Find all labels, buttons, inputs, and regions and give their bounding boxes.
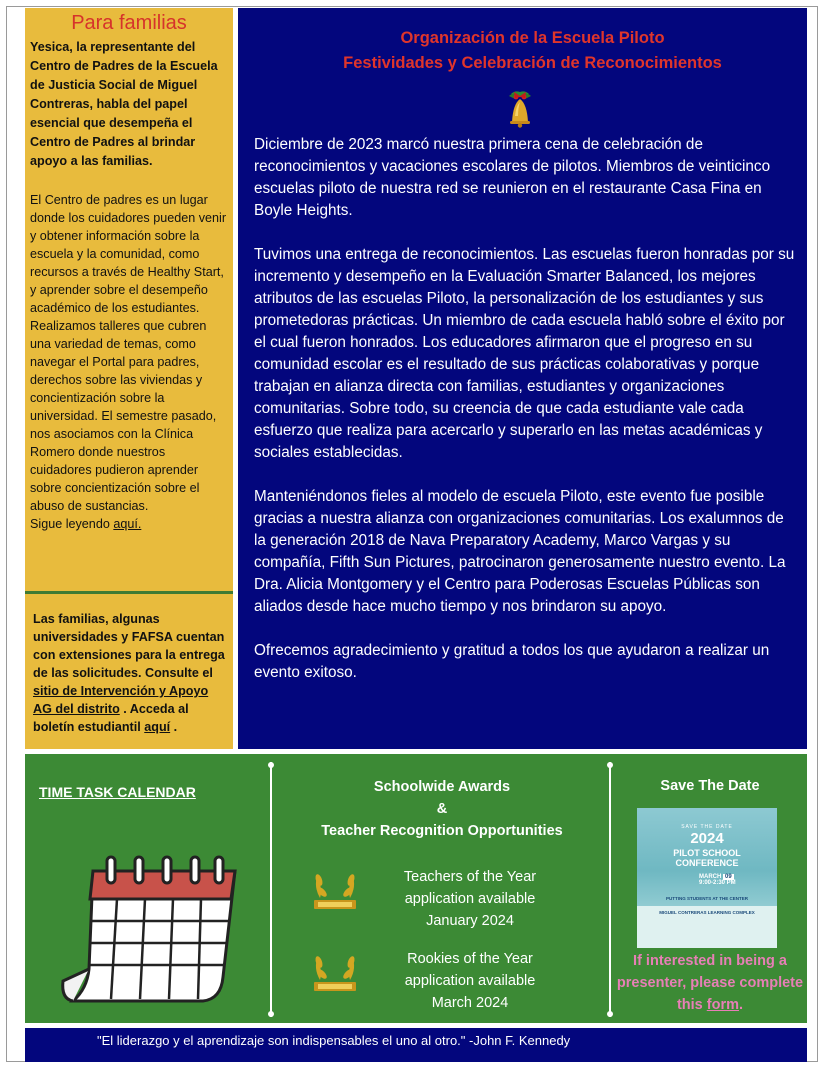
article-heading: [256, 26, 789, 76]
sidebar-body-text: El Centro de padres es un lugar donde los cuidadores pueden venir y obtener información sobre la escuela y la comunidad, como recursos a través de Healthy Start, y aprender sobre el desempeño académico de los estudiantes. Realizamos talleres que cubren una variedad de temas, como navegar el Portal para padres, derechos sobre las viviendas y concientización sobre la universidad. El semestre pasado, nos asociamos con la Clínica Romero donde nuestros cuidadores pudieron aprender sobre concientización sobre el abuso de sustancias.: [30, 193, 227, 513]
save-the-date-title: Save The Date: [660, 778, 760, 794]
christmas-bell-icon: [503, 86, 537, 128]
award-line-2: application available: [404, 973, 536, 989]
award-line-3: March 2024: [431, 995, 509, 1011]
article-paragraph-3: Manteniéndonos fieles al modelo de escuela Piloto, este evento fue posible gracias a nuestra alianza con organizaciones comunitarias. Los exalumnos de la generación 2018 de Nava Preparatory Academy, Marco Vargas y su compañía, Fifth Sun Pictures, patrocinaron generosamente nuestro evento. La Dra. Alicia Montgomery y el Centro para Poderosas Escuelas Públicas son aliados desde hace mucho tiempo y nos brindaron su apoyo.: [254, 488, 786, 615]
column-divider-1: [270, 762, 272, 1017]
read-more-prefix: Sigue leyendo: [30, 517, 114, 531]
article-body: [254, 134, 799, 706]
district-site-link[interactable]: sitio de Intervención y Apoyo AG del distrito: [33, 684, 209, 716]
award-line-2: application available: [404, 891, 536, 907]
conference-poster[interactable]: [637, 808, 777, 948]
award-line-1: Rookies of the Year: [407, 951, 533, 967]
poster-day: 09: [725, 874, 732, 880]
awards-title-line-3: Teacher Recognition Opportunities: [321, 823, 563, 839]
events-band: [25, 754, 807, 1023]
calendar-icon: [53, 849, 243, 1009]
poster-tagline: PUTTING STUDENTS AT THE CENTER: [666, 896, 748, 901]
fafsa-text: Las familias, algunas universidades y FAFSA cuentan con extensiones para la entrega de las solicitudes. Consulte el: [33, 612, 225, 680]
student-newsletter-link[interactable]: aquí: [144, 720, 171, 734]
fafsa-end: .: [170, 720, 178, 734]
sidebar-divider: [25, 591, 233, 594]
fafsa-mid: . Acceda al boletín estudiantil: [33, 702, 189, 734]
presenter-call-end: .: [739, 997, 744, 1013]
article-paragraph-2: Tuvimos una entrega de reconocimientos. Las escuelas fueron honradas por su incremento y desempeño en la Evaluación Smarter Balanced, los mejores atributos de las escuelas Piloto, la personalización de los estudiantes y sus prometedoras prácticas. Un miembro de cada escuela habló sobre el éxito por el cual fueron honrados. Los educadores afirmaron que el progreso en su comunidad escolar es el resultado de sus prácticas colaborativas y porque trabajan en alianza directa con familias, estudiantes y organizaciones comunitarias. Sobre todo, su creencia de que cada estudiante vale cada esfuerzo que realiza para acercarlo y superarlo en las metas académicas y sociales establecidas.: [254, 246, 795, 461]
poster-kicker: SAVE THE DATE: [681, 824, 733, 830]
award-line-3: January 2024: [426, 913, 514, 929]
poster-month: MARCH: [699, 874, 722, 880]
presenter-call-text: If interested in being a presenter, please complete this: [616, 953, 804, 1013]
awards-title: [273, 776, 611, 842]
quote-bar: [25, 1028, 807, 1062]
read-more-link[interactable]: aquí.: [113, 517, 142, 531]
sidebar-body: [30, 191, 228, 533]
presenter-call: [615, 950, 805, 1016]
heading-line-2: Festividades y Celebración de Reconocimientos: [343, 54, 722, 72]
heading-line-1: Organización de la Escuela Piloto: [400, 29, 665, 47]
article-paragraph-4: Ofrecemos agradecimiento y gratitud a todos los que ayudaron a realizar un evento exitoso.: [254, 642, 770, 681]
award-text: [370, 948, 570, 1014]
sidebar-title: Para familias: [71, 12, 187, 34]
awards-title-line-1: Schoolwide Awards: [373, 779, 511, 795]
award-line-1: Teachers of the Year: [403, 869, 537, 885]
poster-date: [699, 874, 759, 886]
divider-dot: [268, 762, 274, 768]
time-task-calendar-link[interactable]: TIME TASK CALENDAR: [39, 784, 196, 800]
divider-dot: [268, 1011, 274, 1017]
main-article: [238, 8, 807, 749]
fafsa-notice: [33, 610, 229, 736]
poster-band: [637, 906, 777, 948]
poster-time: 9:00-2:30 PM: [699, 880, 736, 886]
families-sidebar: [25, 8, 233, 749]
laurel-wreath-icon: [310, 948, 360, 996]
poster-year: 2024: [690, 830, 724, 847]
poster-title-1: PILOT SCHOOL: [673, 848, 741, 858]
article-paragraph-1: Diciembre de 2023 marcó nuestra primera cena de celebración de reconocimientos y vacaciones escolares de pilotos. Miembros de veinticinco escuelas piloto de nuestra red se reunieron en el restaurante Casa Fina en Boyle Heights.: [254, 136, 771, 219]
poster-venue: MIGUEL CONTRERAS LEARNING COMPLEX: [659, 910, 755, 915]
laurel-wreath-icon: [310, 866, 360, 914]
presenter-form-link[interactable]: form: [706, 997, 739, 1013]
poster-title: [637, 848, 777, 868]
poster-title-2: CONFERENCE: [675, 858, 739, 868]
sidebar-intro: Yesica, la representante del Centro de Padres de la Escuela de Justicia Social de Miguel Contreras, habla del papel esencial que desempeña el Centro de Padres al brindar apoyo a las familias.: [30, 40, 218, 168]
divider-dot: [607, 1011, 613, 1017]
award-text: [370, 866, 570, 932]
divider-dot: [607, 762, 613, 768]
quote-text: "El liderazgo y el aprendizaje son indispensables el uno al otro." -John F. Kennedy: [97, 1033, 571, 1048]
awards-title-line-2: &: [436, 801, 448, 817]
